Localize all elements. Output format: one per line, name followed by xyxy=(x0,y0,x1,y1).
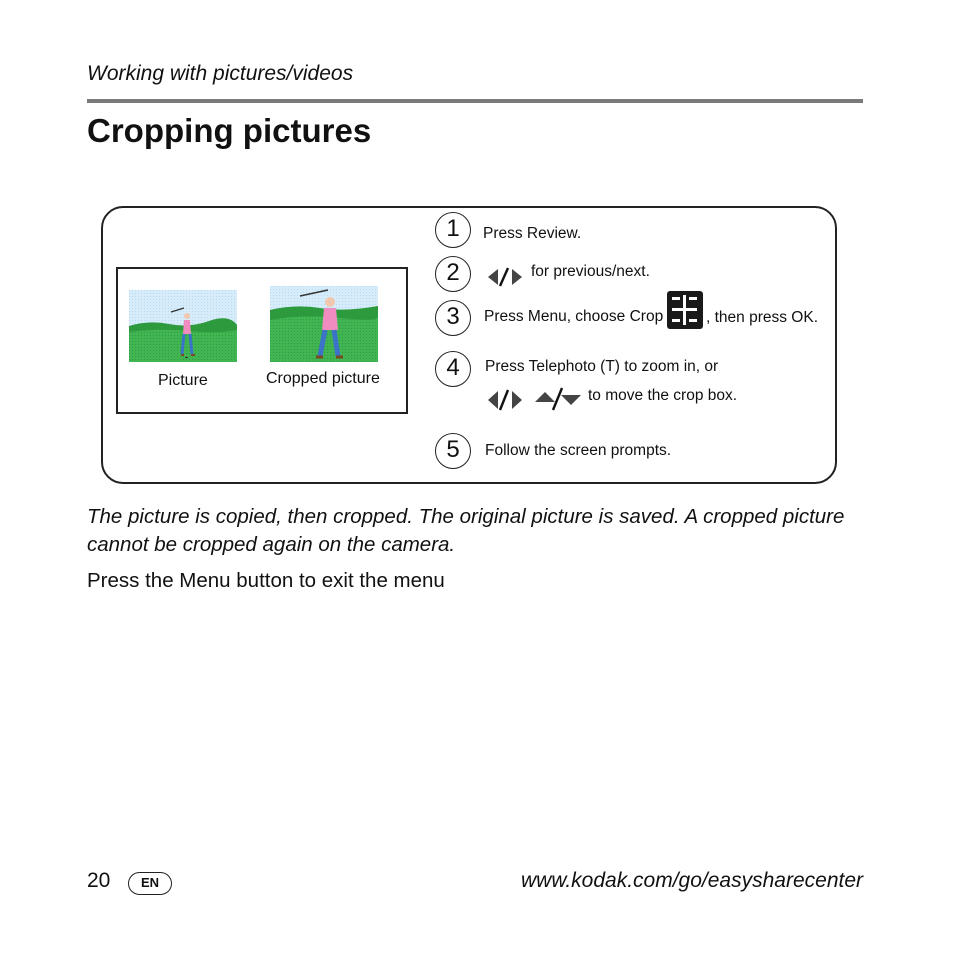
step-3-number: 3 xyxy=(435,300,471,336)
instruction-line: Press the Menu button to exit the menu xyxy=(87,569,445,592)
step-2-number: 2 xyxy=(435,256,471,292)
step-4-text-line1: Press Telephoto (T) to zoom in, or xyxy=(485,358,719,375)
step-4-text-line2: to move the crop box. xyxy=(588,387,738,404)
up-down-arrows-icon xyxy=(534,386,582,412)
page-number: 20 xyxy=(87,869,111,892)
header-rule xyxy=(87,99,863,103)
step-2-text: for previous/next. xyxy=(531,263,650,280)
step-3-text: Press Menu, choose Crop xyxy=(484,308,664,325)
left-right-arrows-icon xyxy=(486,266,524,288)
picture-caption: Picture xyxy=(158,372,208,389)
cropped-picture-caption: Cropped picture xyxy=(266,370,380,387)
note-paragraph: The picture is copied, then cropped. The original picture is saved. A cropped picture cannot be cropped again on the camera. xyxy=(87,505,845,556)
step-1-text: Press Review. xyxy=(483,225,582,242)
running-head: Working with pictures/videos xyxy=(87,62,354,85)
footer-url[interactable]: www.kodak.com/go/easysharecenter xyxy=(521,869,863,892)
step-5-number: 5 xyxy=(435,433,471,469)
crop-menu-icon xyxy=(667,291,703,329)
left-right-arrows-icon xyxy=(486,388,524,412)
step-3-text-after: , then press OK. xyxy=(706,309,818,326)
picture-thumbnail xyxy=(129,290,237,362)
step-4-number: 4 xyxy=(435,351,471,387)
step-1-number: 1 xyxy=(435,212,471,248)
step-5-text: Follow the screen prompts. xyxy=(485,442,672,459)
cropped-picture-thumbnail xyxy=(270,286,378,362)
page-title: Cropping pictures xyxy=(87,112,372,149)
language-badge: EN xyxy=(128,872,172,895)
